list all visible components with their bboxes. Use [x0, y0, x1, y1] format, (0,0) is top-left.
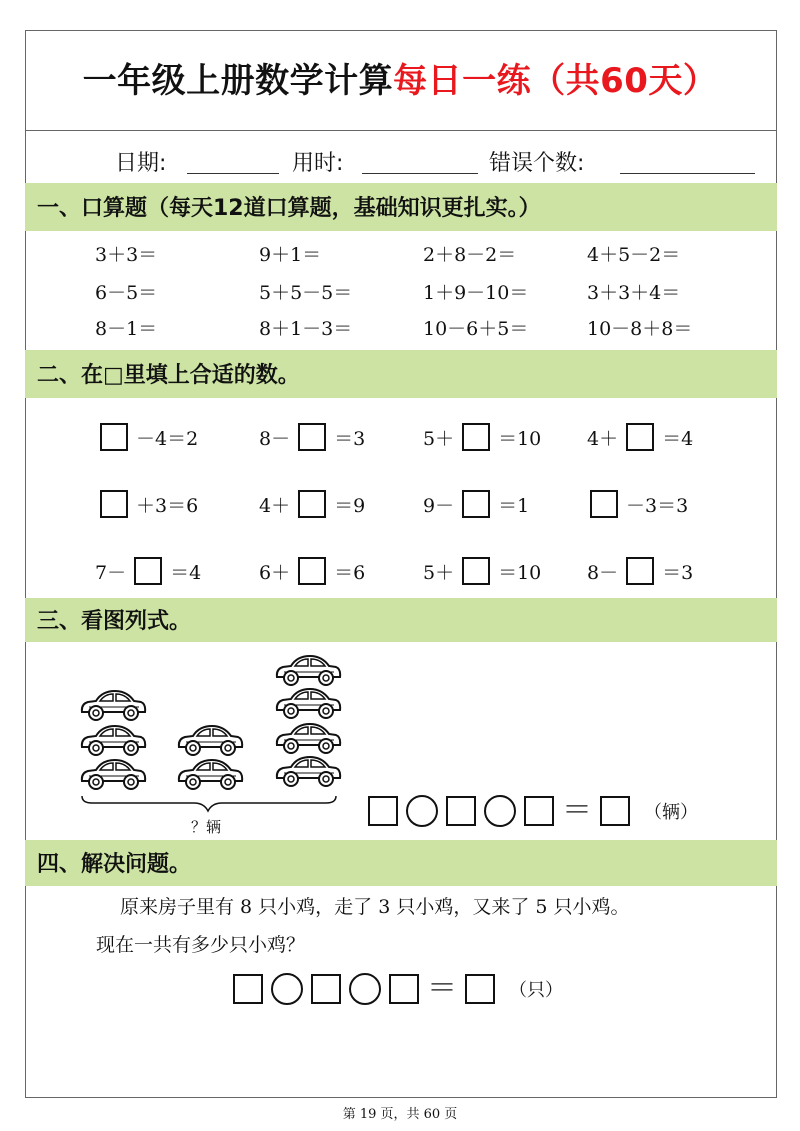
time-field[interactable]: [362, 173, 478, 174]
answer-box[interactable]: [368, 796, 398, 826]
problem-text-line-2: 现在一共有多少只小鸡？: [96, 934, 306, 956]
equals-sign: ＝: [562, 793, 592, 828]
problem-prefix: 8－: [259, 427, 291, 450]
fill-box-problem: [259, 490, 365, 518]
problem-suffix: ＝1: [498, 494, 530, 517]
equals-sign: ＝: [427, 971, 457, 1006]
answer-box[interactable]: [446, 796, 476, 826]
fill-box-problem: [590, 490, 688, 518]
fill-box-problem: [587, 557, 693, 585]
mental-math-problem: 5＋5－5＝: [259, 282, 353, 304]
car-group-3: [277, 656, 340, 786]
fill-box-problem: [259, 423, 365, 451]
title-divider: [25, 130, 777, 131]
problem-prefix: 8－: [587, 561, 619, 584]
answer-box[interactable]: [311, 974, 341, 1004]
unit-label: （辆）: [644, 802, 698, 823]
answer-box[interactable]: [462, 557, 490, 585]
car-group-2: [179, 726, 242, 789]
answer-box[interactable]: [298, 423, 326, 451]
mental-math-problem: 10－6＋5＝: [423, 318, 529, 340]
answer-box[interactable]: [462, 490, 490, 518]
brace-label: ？辆: [191, 818, 222, 836]
operator-circle[interactable]: [271, 973, 303, 1005]
problem-prefix: 5＋: [423, 427, 455, 450]
problem-suffix: ＋3＝6: [136, 494, 199, 517]
operator-circle[interactable]: [349, 973, 381, 1005]
section-4-heading: 四、解决问题。: [25, 840, 777, 886]
cars-picture: [70, 648, 360, 838]
answer-box[interactable]: [134, 557, 162, 585]
date-field[interactable]: [187, 173, 279, 174]
problem-suffix: ＝4: [662, 427, 694, 450]
car: [82, 760, 145, 789]
problem-text-line-1: 原来房子里有 8 只小鸡，走了 3 只小鸡，又来了 5 只小鸡。: [120, 896, 630, 918]
problem-prefix: 7－: [95, 561, 127, 584]
fill-box-problem: [423, 423, 541, 451]
car: [277, 757, 340, 786]
mental-math-problem: 3＋3＝: [95, 244, 158, 266]
answer-box[interactable]: [626, 557, 654, 585]
errors-field[interactable]: [620, 173, 755, 174]
result-box[interactable]: [465, 974, 495, 1004]
title-red: 每日一练（共60天）: [393, 61, 718, 101]
answer-box[interactable]: [298, 557, 326, 585]
problem-suffix: ＝4: [170, 561, 202, 584]
car: [277, 724, 340, 753]
answer-box[interactable]: [298, 490, 326, 518]
errors-label: 错误个数:: [489, 151, 585, 176]
mental-math-problem: 6－5＝: [95, 282, 158, 304]
fill-box-problem: [100, 423, 198, 451]
page-footer: 第 19 页，共 60 页: [342, 1107, 458, 1122]
answer-box[interactable]: [389, 974, 419, 1004]
answer-box[interactable]: [233, 974, 263, 1004]
section-2-heading: 二、在□里填上合适的数。: [25, 350, 777, 398]
operator-circle[interactable]: [484, 795, 516, 827]
car: [82, 726, 145, 755]
problem-suffix: －4＝2: [136, 427, 199, 450]
car-group-1: [82, 691, 145, 789]
problem-prefix: 4＋: [587, 427, 619, 450]
mental-math-problem: 8－1＝: [95, 318, 158, 340]
answer-box[interactable]: [626, 423, 654, 451]
answer-box[interactable]: [524, 796, 554, 826]
answer-box[interactable]: [590, 490, 618, 518]
fill-box-problem: [423, 557, 541, 585]
brace: [82, 796, 336, 811]
problem-suffix: ＝3: [662, 561, 694, 584]
unit-label: （只）: [509, 980, 563, 1001]
problem-suffix: ＝3: [334, 427, 366, 450]
answer-box[interactable]: [100, 490, 128, 518]
car: [179, 726, 242, 755]
problem-prefix: 4＋: [259, 494, 291, 517]
operator-circle[interactable]: [406, 795, 438, 827]
result-box[interactable]: [600, 796, 630, 826]
picture-answer-row: [368, 795, 698, 827]
mental-math-problem: 8＋1－3＝: [259, 318, 353, 340]
problem-answer-row: [233, 973, 563, 1005]
car: [277, 689, 340, 718]
section-1-heading: 一、口算题（每天12道口算题，基础知识更扎实。）: [25, 183, 777, 231]
problem-suffix: ＝9: [334, 494, 366, 517]
problem-prefix: 6＋: [259, 561, 291, 584]
section-3-heading: 三、看图列式。: [25, 598, 777, 642]
problem-suffix: ＝10: [498, 561, 542, 584]
date-label: 日期:: [115, 151, 167, 176]
fill-box-problem: [95, 557, 201, 585]
answer-box[interactable]: [462, 423, 490, 451]
mental-math-problem: 9＋1＝: [259, 244, 322, 266]
fill-box-problem: [423, 490, 529, 518]
mental-math-problem: 10－8＋8＝: [587, 318, 693, 340]
page-title: [0, 30, 800, 130]
title-black: 一年级上册数学计算: [82, 61, 394, 101]
mental-math-problem: 2＋8－2＝: [423, 244, 517, 266]
problem-suffix: ＝6: [334, 561, 366, 584]
time-label: 用时:: [292, 151, 344, 176]
fill-box-problem: [259, 557, 365, 585]
mental-math-problem: 1＋9－10＝: [423, 282, 529, 304]
problem-prefix: 9－: [423, 494, 455, 517]
car: [82, 691, 145, 720]
car: [179, 760, 242, 789]
answer-box[interactable]: [100, 423, 128, 451]
problem-suffix: ＝10: [498, 427, 542, 450]
mental-math-problem: 4＋5－2＝: [587, 244, 681, 266]
problem-suffix: －3＝3: [626, 494, 689, 517]
problem-prefix: 5＋: [423, 561, 455, 584]
fill-box-problem: [100, 490, 198, 518]
mental-math-problem: 3＋3＋4＝: [587, 282, 681, 304]
car: [277, 656, 340, 685]
fill-box-problem: [587, 423, 693, 451]
